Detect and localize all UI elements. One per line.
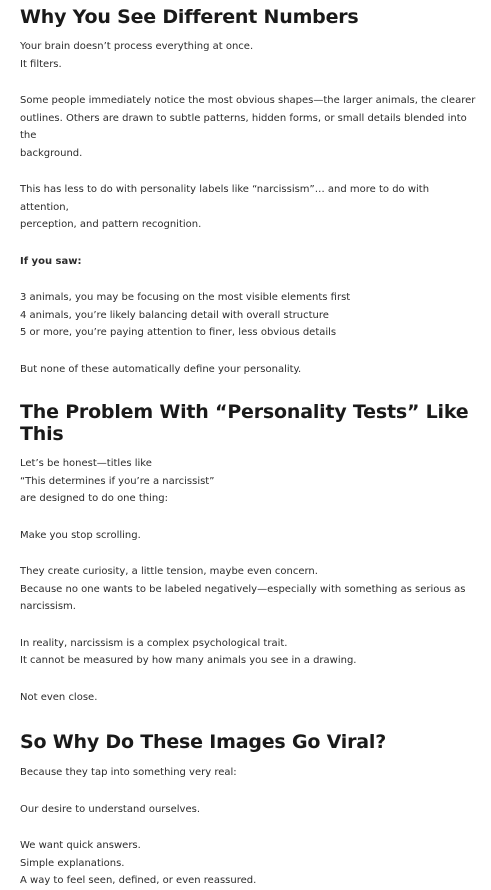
text-line: Your brain doesn’t process everything at once. [20, 41, 254, 52]
section-problem-with-tests [20, 401, 481, 706]
section-heading: Why You See Different Numbers [20, 6, 359, 28]
text-line: This has less to do with personality labels like “narcissism”… and more to do with attention, [20, 184, 430, 213]
text-line: Not even close. [20, 691, 98, 703]
text-line: narcissism. [20, 601, 76, 612]
text-line: If you saw: [20, 255, 82, 267]
section-why-viral [20, 731, 481, 890]
paragraph [20, 455, 481, 508]
text-line: perception, and pattern recognition. [20, 219, 202, 230]
paragraph [20, 289, 481, 342]
section-different-numbers [20, 0, 481, 378]
text-line: background. [20, 147, 83, 159]
paragraph [20, 689, 481, 707]
paragraph [20, 38, 481, 73]
text-line: Because they tap into something very real: [20, 767, 237, 778]
text-line: 3 animals, you may be focusing on the most visible elements first [20, 292, 351, 303]
text-line: A way to feel seen, defined, or even reassured. [20, 875, 257, 886]
text-line: Our desire to understand ourselves. [20, 803, 201, 815]
text-line: outlines. Others are drawn to subtle patterns, hidden forms, or small details blended into the [20, 112, 467, 141]
text-line: Because no one wants to be labeled negatively—especially with something as serious as [20, 583, 466, 595]
text-line: It cannot be measured by how many animals you see in a drawing. [20, 655, 357, 666]
paragraph [20, 181, 481, 234]
bold-paragraph [20, 253, 481, 271]
text-line: Let’s be honest—titles like [20, 458, 152, 469]
text-line: But none of these automatically define your personality. [20, 363, 302, 375]
paragraph [20, 837, 481, 890]
paragraph [20, 764, 481, 782]
text-line: In reality, narcissism is a complex psychological trait. [20, 637, 288, 649]
text-line: Some people immediately notice the most obvious shapes—the larger animals, the clearer [20, 95, 476, 106]
paragraph [20, 801, 481, 819]
section-heading: So Why Do These Images Go Viral? [20, 731, 387, 753]
text-line: “This determines if you’re a narcissist” [20, 475, 215, 487]
paragraph [20, 563, 481, 616]
paragraph [20, 361, 481, 379]
section-heading: The Problem With “Personality Tests” Like This [20, 401, 469, 445]
paragraph [20, 635, 481, 670]
text-line: are designed to do one thing: [20, 493, 168, 504]
text-line: It filters. [20, 58, 62, 70]
text-line: 5 or more, you’re paying attention to finer, less obvious details [20, 327, 337, 338]
paragraph [20, 92, 481, 162]
paragraph [20, 527, 481, 545]
text-line: They create curiosity, a little tension, maybe even concern. [20, 566, 318, 577]
text-line: We want quick answers. [20, 840, 141, 851]
text-line: Simple explanations. [20, 857, 125, 869]
text-line: Make you stop scrolling. [20, 529, 141, 541]
text-line: 4 animals, you’re likely balancing detail with overall structure [20, 309, 329, 321]
